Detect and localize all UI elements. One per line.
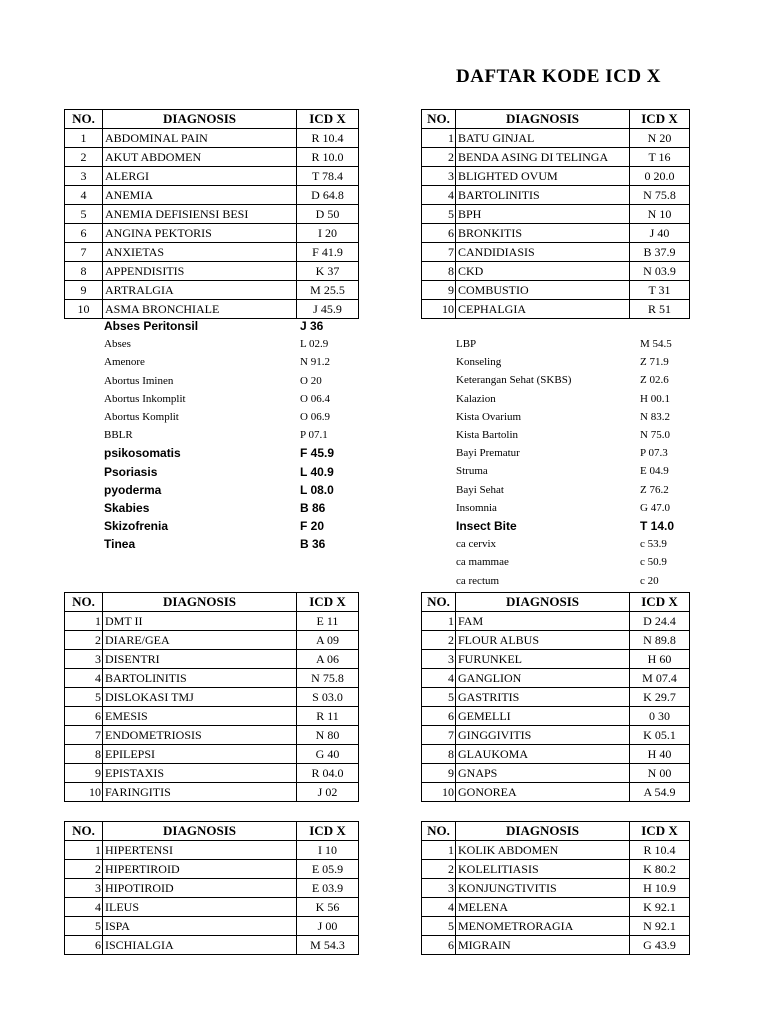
extra-diagnosis: Psoriasis <box>104 464 158 479</box>
table-row <box>422 764 690 783</box>
table-row <box>422 224 690 243</box>
icd-code-cell: N 75.8 <box>297 669 359 688</box>
diagnosis-cell: COMBUSTIO <box>456 281 630 300</box>
diagnosis-cell: GEMELLI <box>456 707 630 726</box>
row-number: 3 <box>422 167 456 186</box>
icd-code-cell: F 41.9 <box>297 243 359 262</box>
diagnosis-cell: KOLELITIASIS <box>456 860 630 879</box>
extra-diagnosis: Abses Peritonsil <box>104 319 199 333</box>
icd-code-cell: K 92.1 <box>630 898 690 917</box>
row-number: 3 <box>65 650 103 669</box>
extra-diagnosis: ca cervix <box>456 538 496 551</box>
extra-diagnosis: BBLR <box>104 429 133 442</box>
icd-code-cell: N 03.9 <box>630 262 690 281</box>
extra-icd-code: B 86 <box>300 501 326 515</box>
diagnosis-cell: GONOREA <box>456 783 630 802</box>
extra-diagnosis: psikosomatis <box>104 446 181 461</box>
extra-icd-code: F 20 <box>300 519 325 534</box>
table-row <box>422 707 690 726</box>
row-number: 9 <box>422 764 456 783</box>
icd-code-cell: R 11 <box>297 707 359 726</box>
diagnosis-cell: AKUT ABDOMEN <box>103 148 297 167</box>
extra-diagnosis: Skabies <box>104 501 150 515</box>
row-number: 10 <box>422 783 456 802</box>
row-number: 1 <box>65 841 103 860</box>
extra-icd-code: P 07.3 <box>640 447 668 460</box>
diagnosis-cell: BLIGHTED OVUM <box>456 167 630 186</box>
icd-code-cell: K 56 <box>297 898 359 917</box>
table-row <box>65 612 359 631</box>
icd-code-cell: R 10.4 <box>630 841 690 860</box>
row-number: 2 <box>422 860 456 879</box>
diagnosis-cell: GANGLION <box>456 669 630 688</box>
table-header-row <box>422 822 690 841</box>
icd-code-cell: R 04.0 <box>297 764 359 783</box>
no-header: NO. <box>422 110 456 129</box>
diagnosis-cell: BARTOLINITIS <box>456 186 630 205</box>
extra-diagnosis: Amenore <box>104 356 145 369</box>
no-header: NO. <box>65 822 103 841</box>
row-number: 6 <box>65 707 103 726</box>
row-number: 5 <box>422 917 456 936</box>
table-row <box>422 631 690 650</box>
extra-diagnosis: Abortus Inkomplit <box>104 392 186 405</box>
diagnosis-cell: ISPA <box>103 917 297 936</box>
row-number: 8 <box>422 745 456 764</box>
diagnosis-cell: BRONKITIS <box>456 224 630 243</box>
extra-diagnosis: Kista Bartolin <box>456 429 519 441</box>
row-number: 5 <box>65 917 103 936</box>
diagnosis-header: DIAGNOSIS <box>103 822 297 841</box>
extra-diagnosis: Bayi Prematur <box>456 447 520 460</box>
diagnosis-cell: KONJUNGTIVITIS <box>456 879 630 898</box>
icd-code-cell: J 40 <box>630 224 690 243</box>
table-row <box>65 669 359 688</box>
table-header-row <box>65 822 359 841</box>
diagnosis-cell: EPISTAXIS <box>103 764 297 783</box>
table-row <box>422 898 690 917</box>
icd-header: ICD X <box>630 822 690 841</box>
icd-code-cell: E 05.9 <box>297 860 359 879</box>
diagnosis-header: DIAGNOSIS <box>456 110 630 129</box>
table-row <box>65 783 359 802</box>
table-row <box>65 129 359 148</box>
diagnosis-cell: ENDOMETRIOSIS <box>103 726 297 745</box>
icd-code-cell: R 10.0 <box>297 148 359 167</box>
no-header: NO. <box>422 593 456 612</box>
table-row <box>422 726 690 745</box>
icd-code-cell: J 45.9 <box>297 300 359 319</box>
icd-code-cell: N 80 <box>297 726 359 745</box>
table-row <box>65 707 359 726</box>
icd-header: ICD X <box>630 110 690 129</box>
row-number: 5 <box>422 688 456 707</box>
diagnosis-cell: ASMA BRONCHIALE <box>103 300 297 319</box>
icd-code-cell: J 00 <box>297 917 359 936</box>
extra-icd-code: N 83.2 <box>640 410 670 423</box>
diagnosis-header: DIAGNOSIS <box>456 822 630 841</box>
row-number: 10 <box>65 300 103 319</box>
row-number: 7 <box>422 726 456 745</box>
table-header-row <box>65 593 359 612</box>
extra-diagnosis: Abortus Komplit <box>104 411 179 423</box>
icd-code-cell: R 51 <box>630 300 690 319</box>
table-row <box>422 186 690 205</box>
row-number: 2 <box>65 148 103 167</box>
diagnosis-cell: DMT II <box>103 612 297 631</box>
table-row <box>422 841 690 860</box>
icd-code-cell: I 10 <box>297 841 359 860</box>
table-row <box>65 650 359 669</box>
row-number: 4 <box>65 898 103 917</box>
icd-code-cell: A 54.9 <box>630 783 690 802</box>
icd-code-cell: S 03.0 <box>297 688 359 707</box>
row-number: 9 <box>65 764 103 783</box>
no-header: NO. <box>422 822 456 841</box>
icd-code-cell: H 60 <box>630 650 690 669</box>
table-row <box>422 167 690 186</box>
row-number: 6 <box>422 224 456 243</box>
extra-diagnosis: Insomnia <box>456 501 497 514</box>
diagnosis-cell: ANXIETAS <box>103 243 297 262</box>
icd-header: ICD X <box>297 593 359 612</box>
table-header-row <box>422 593 690 612</box>
page-title: DAFTAR KODE ICD X <box>456 66 662 87</box>
table-row <box>422 612 690 631</box>
extra-diagnosis: LBP <box>456 338 477 350</box>
extra-icd-code: Z 02.6 <box>640 374 669 387</box>
icd-code-cell: N 10 <box>630 205 690 224</box>
icd-code-cell: E 03.9 <box>297 879 359 898</box>
icd-code-cell: G 43.9 <box>630 936 690 955</box>
extra-diagnosis: Tinea <box>104 537 136 552</box>
row-number: 10 <box>422 300 456 319</box>
icd-code-cell: K 29.7 <box>630 688 690 707</box>
diagnosis-cell: ALERGI <box>103 167 297 186</box>
icd-code-cell: G 40 <box>297 745 359 764</box>
extra-icd-code: T 14.0 <box>640 519 675 533</box>
extra-diagnosis: Kalazion <box>456 392 496 405</box>
diagnosis-cell: CANDIDIASIS <box>456 243 630 262</box>
row-number: 5 <box>422 205 456 224</box>
table-row <box>422 936 690 955</box>
extra-diagnosis: Struma <box>456 465 488 478</box>
icd-code-cell: N 75.8 <box>630 186 690 205</box>
icd-code-cell: D 50 <box>297 205 359 224</box>
diagnosis-cell: HIPERTIROID <box>103 860 297 879</box>
row-number: 1 <box>422 841 456 860</box>
icd-code-cell: A 06 <box>297 650 359 669</box>
table-row <box>65 745 359 764</box>
icd-table-4 <box>421 592 690 802</box>
extra-icd-code: Z 71.9 <box>640 356 669 369</box>
extra-icd-code: E 04.9 <box>640 465 669 478</box>
icd-code-cell: J 02 <box>297 783 359 802</box>
row-number: 3 <box>65 879 103 898</box>
row-number: 6 <box>422 707 456 726</box>
table-row <box>65 917 359 936</box>
table-row <box>422 300 690 319</box>
row-number: 2 <box>65 631 103 650</box>
row-number: 6 <box>65 224 103 243</box>
extra-icd-code: L 40.9 <box>300 464 334 479</box>
icd-code-cell: N 92.1 <box>630 917 690 936</box>
icd-code-cell: A 09 <box>297 631 359 650</box>
extra-icd-code: P 07.1 <box>300 429 328 442</box>
icd-table-6 <box>421 821 690 955</box>
extra-diagnosis: Kista Ovarium <box>456 410 522 423</box>
table-row <box>422 745 690 764</box>
extra-diagnosis: pyoderma <box>104 482 162 497</box>
table-header-row <box>422 110 690 129</box>
diagnosis-cell: KOLIK ABDOMEN <box>456 841 630 860</box>
table-row <box>65 726 359 745</box>
table-row <box>422 688 690 707</box>
row-number: 3 <box>422 650 456 669</box>
row-number: 6 <box>422 936 456 955</box>
diagnosis-cell: BATU GINJAL <box>456 129 630 148</box>
row-number: 1 <box>65 612 103 631</box>
diagnosis-header: DIAGNOSIS <box>103 593 297 612</box>
table-row <box>65 688 359 707</box>
row-number: 9 <box>65 281 103 300</box>
icd-code-cell: H 10.9 <box>630 879 690 898</box>
diagnosis-cell: ILEUS <box>103 898 297 917</box>
table-row <box>65 262 359 281</box>
table-row <box>65 281 359 300</box>
icd-code-cell: 0 30 <box>630 707 690 726</box>
diagnosis-cell: ABDOMINAL PAIN <box>103 129 297 148</box>
diagnosis-cell: CEPHALGIA <box>456 300 630 319</box>
extra-icd-code: G 47.0 <box>640 501 670 514</box>
icd-code-cell: T 31 <box>630 281 690 300</box>
no-header: NO. <box>65 593 103 612</box>
table-row <box>65 243 359 262</box>
table-row <box>65 898 359 917</box>
table-row <box>422 650 690 669</box>
extra-icd-code: O 20 <box>300 374 322 387</box>
diagnosis-header: DIAGNOSIS <box>103 110 297 129</box>
icd-header: ICD X <box>297 110 359 129</box>
row-number: 6 <box>65 936 103 955</box>
extra-icd-code: Z 76.2 <box>640 483 669 496</box>
icd-code-cell: M 25.5 <box>297 281 359 300</box>
extra-icd-code: O 06.9 <box>300 411 330 423</box>
extra-icd-code: c 50.9 <box>640 556 667 569</box>
extra-diagnosis: Abortus Iminen <box>104 374 174 387</box>
table-row <box>65 936 359 955</box>
table-row <box>65 205 359 224</box>
row-number: 10 <box>65 783 103 802</box>
diagnosis-cell: ANEMIA <box>103 186 297 205</box>
icd-code-cell: M 07.4 <box>630 669 690 688</box>
diagnosis-cell: CKD <box>456 262 630 281</box>
row-number: 9 <box>422 281 456 300</box>
row-number: 1 <box>65 129 103 148</box>
row-number: 4 <box>422 898 456 917</box>
icd-table-1 <box>64 109 359 319</box>
table-row <box>422 281 690 300</box>
diagnosis-cell: FURUNKEL <box>456 650 630 669</box>
icd-code-cell: N 00 <box>630 764 690 783</box>
table-row <box>65 148 359 167</box>
diagnosis-cell: DIARE/GEA <box>103 631 297 650</box>
table-row <box>65 167 359 186</box>
table-row <box>422 879 690 898</box>
table-row <box>65 860 359 879</box>
row-number: 8 <box>65 745 103 764</box>
table-row <box>422 860 690 879</box>
table-row <box>422 669 690 688</box>
row-number: 4 <box>65 669 103 688</box>
diagnosis-cell: GNAPS <box>456 764 630 783</box>
table-row <box>422 262 690 281</box>
diagnosis-cell: DISENTRI <box>103 650 297 669</box>
extra-icd-code: H 00.1 <box>640 392 670 405</box>
row-number: 4 <box>422 669 456 688</box>
row-number: 7 <box>65 243 103 262</box>
icd-table-5 <box>64 821 359 955</box>
diagnosis-cell: FAM <box>456 612 630 631</box>
icd-code-cell: E 11 <box>297 612 359 631</box>
extra-diagnosis: Insect Bite <box>456 519 517 533</box>
diagnosis-cell: MIGRAIN <box>456 936 630 955</box>
extra-diagnosis: Bayi Sehat <box>456 483 504 496</box>
row-number: 8 <box>422 262 456 281</box>
extra-diagnosis: Konseling <box>456 356 502 369</box>
row-number: 3 <box>65 167 103 186</box>
row-number: 1 <box>422 612 456 631</box>
row-number: 3 <box>422 879 456 898</box>
row-number: 7 <box>65 726 103 745</box>
icd-code-cell: N 89.8 <box>630 631 690 650</box>
row-number: 8 <box>65 262 103 281</box>
diagnosis-cell: FLOUR ALBUS <box>456 631 630 650</box>
row-number: 4 <box>65 186 103 205</box>
table-header-row <box>65 110 359 129</box>
row-number: 5 <box>65 688 103 707</box>
diagnosis-cell: FARINGITIS <box>103 783 297 802</box>
icd-code-cell: 0 20.0 <box>630 167 690 186</box>
extra-icd-code: c 53.9 <box>640 538 667 551</box>
icd-code-cell: T 16 <box>630 148 690 167</box>
table-row <box>65 300 359 319</box>
diagnosis-cell: GLAUKOMA <box>456 745 630 764</box>
extra-icd-code: N 91.2 <box>300 356 330 369</box>
icd-table-3 <box>64 592 359 802</box>
row-number: 2 <box>65 860 103 879</box>
extra-diagnosis: ca mammae <box>456 556 509 569</box>
icd-table-2 <box>421 109 690 319</box>
row-number: 7 <box>422 243 456 262</box>
row-number: 5 <box>65 205 103 224</box>
table-row <box>422 148 690 167</box>
extra-icd-code: J 36 <box>300 319 324 333</box>
table-row <box>422 129 690 148</box>
icd-code-cell: B 37.9 <box>630 243 690 262</box>
table-row <box>65 764 359 783</box>
diagnosis-cell: DISLOKASI TMJ <box>103 688 297 707</box>
icd-header: ICD X <box>297 822 359 841</box>
icd-code-cell: D 64.8 <box>297 186 359 205</box>
extra-diagnosis: ca rectum <box>456 574 500 587</box>
diagnosis-cell: GINGGIVITIS <box>456 726 630 745</box>
no-header: NO. <box>65 110 103 129</box>
icd-code-cell: M 54.3 <box>297 936 359 955</box>
table-row <box>422 243 690 262</box>
diagnosis-cell: APPENDISITIS <box>103 262 297 281</box>
table-row <box>422 917 690 936</box>
diagnosis-cell: HIPERTENSI <box>103 841 297 860</box>
diagnosis-cell: ARTRALGIA <box>103 281 297 300</box>
icd-code-cell: D 24.4 <box>630 612 690 631</box>
row-number: 4 <box>422 186 456 205</box>
table-row <box>65 841 359 860</box>
diagnosis-cell: BARTOLINITIS <box>103 669 297 688</box>
row-number: 1 <box>422 129 456 148</box>
table-row <box>422 783 690 802</box>
table-row <box>65 631 359 650</box>
table-row <box>65 186 359 205</box>
diagnosis-cell: EMESIS <box>103 707 297 726</box>
diagnosis-header: DIAGNOSIS <box>456 593 630 612</box>
row-number: 2 <box>422 148 456 167</box>
table-row <box>65 224 359 243</box>
icd-code-cell: K 37 <box>297 262 359 281</box>
extra-icd-code: O 06.4 <box>300 392 330 405</box>
table-row <box>422 205 690 224</box>
extra-icd-code: L 08.0 <box>300 482 334 497</box>
extra-diagnosis: Abses <box>104 338 131 351</box>
icd-code-cell: K 80.2 <box>630 860 690 879</box>
icd-code-cell: I 20 <box>297 224 359 243</box>
extra-icd-code: B 36 <box>300 537 326 552</box>
row-number: 2 <box>422 631 456 650</box>
diagnosis-cell: EPILEPSI <box>103 745 297 764</box>
extra-diagnosis: Skizofrenia <box>104 519 169 534</box>
icd-header: ICD X <box>630 593 690 612</box>
extra-icd-code: N 75.0 <box>640 429 670 441</box>
diagnosis-cell: ANGINA PEKTORIS <box>103 224 297 243</box>
extra-icd-code: L 02.9 <box>300 338 329 351</box>
icd-code-cell: K 05.1 <box>630 726 690 745</box>
extra-icd-code: M 54.5 <box>640 338 672 350</box>
icd-code-cell: H 40 <box>630 745 690 764</box>
diagnosis-cell: BPH <box>456 205 630 224</box>
icd-code-cell: R 10.4 <box>297 129 359 148</box>
diagnosis-cell: GASTRITIS <box>456 688 630 707</box>
extra-diagnosis: Keterangan Sehat (SKBS) <box>456 374 572 387</box>
diagnosis-cell: MENOMETRORAGIA <box>456 917 630 936</box>
diagnosis-cell: ANEMIA DEFISIENSI BESI <box>103 205 297 224</box>
icd-code-cell: N 20 <box>630 129 690 148</box>
extra-icd-code: F 45.9 <box>300 446 335 461</box>
diagnosis-cell: ISCHIALGIA <box>103 936 297 955</box>
table-row <box>65 879 359 898</box>
diagnosis-cell: HIPOTIROID <box>103 879 297 898</box>
extra-icd-code: c 20 <box>640 574 659 587</box>
diagnosis-cell: BENDA ASING DI TELINGA <box>456 148 630 167</box>
icd-code-cell: T 78.4 <box>297 167 359 186</box>
diagnosis-cell: MELENA <box>456 898 630 917</box>
